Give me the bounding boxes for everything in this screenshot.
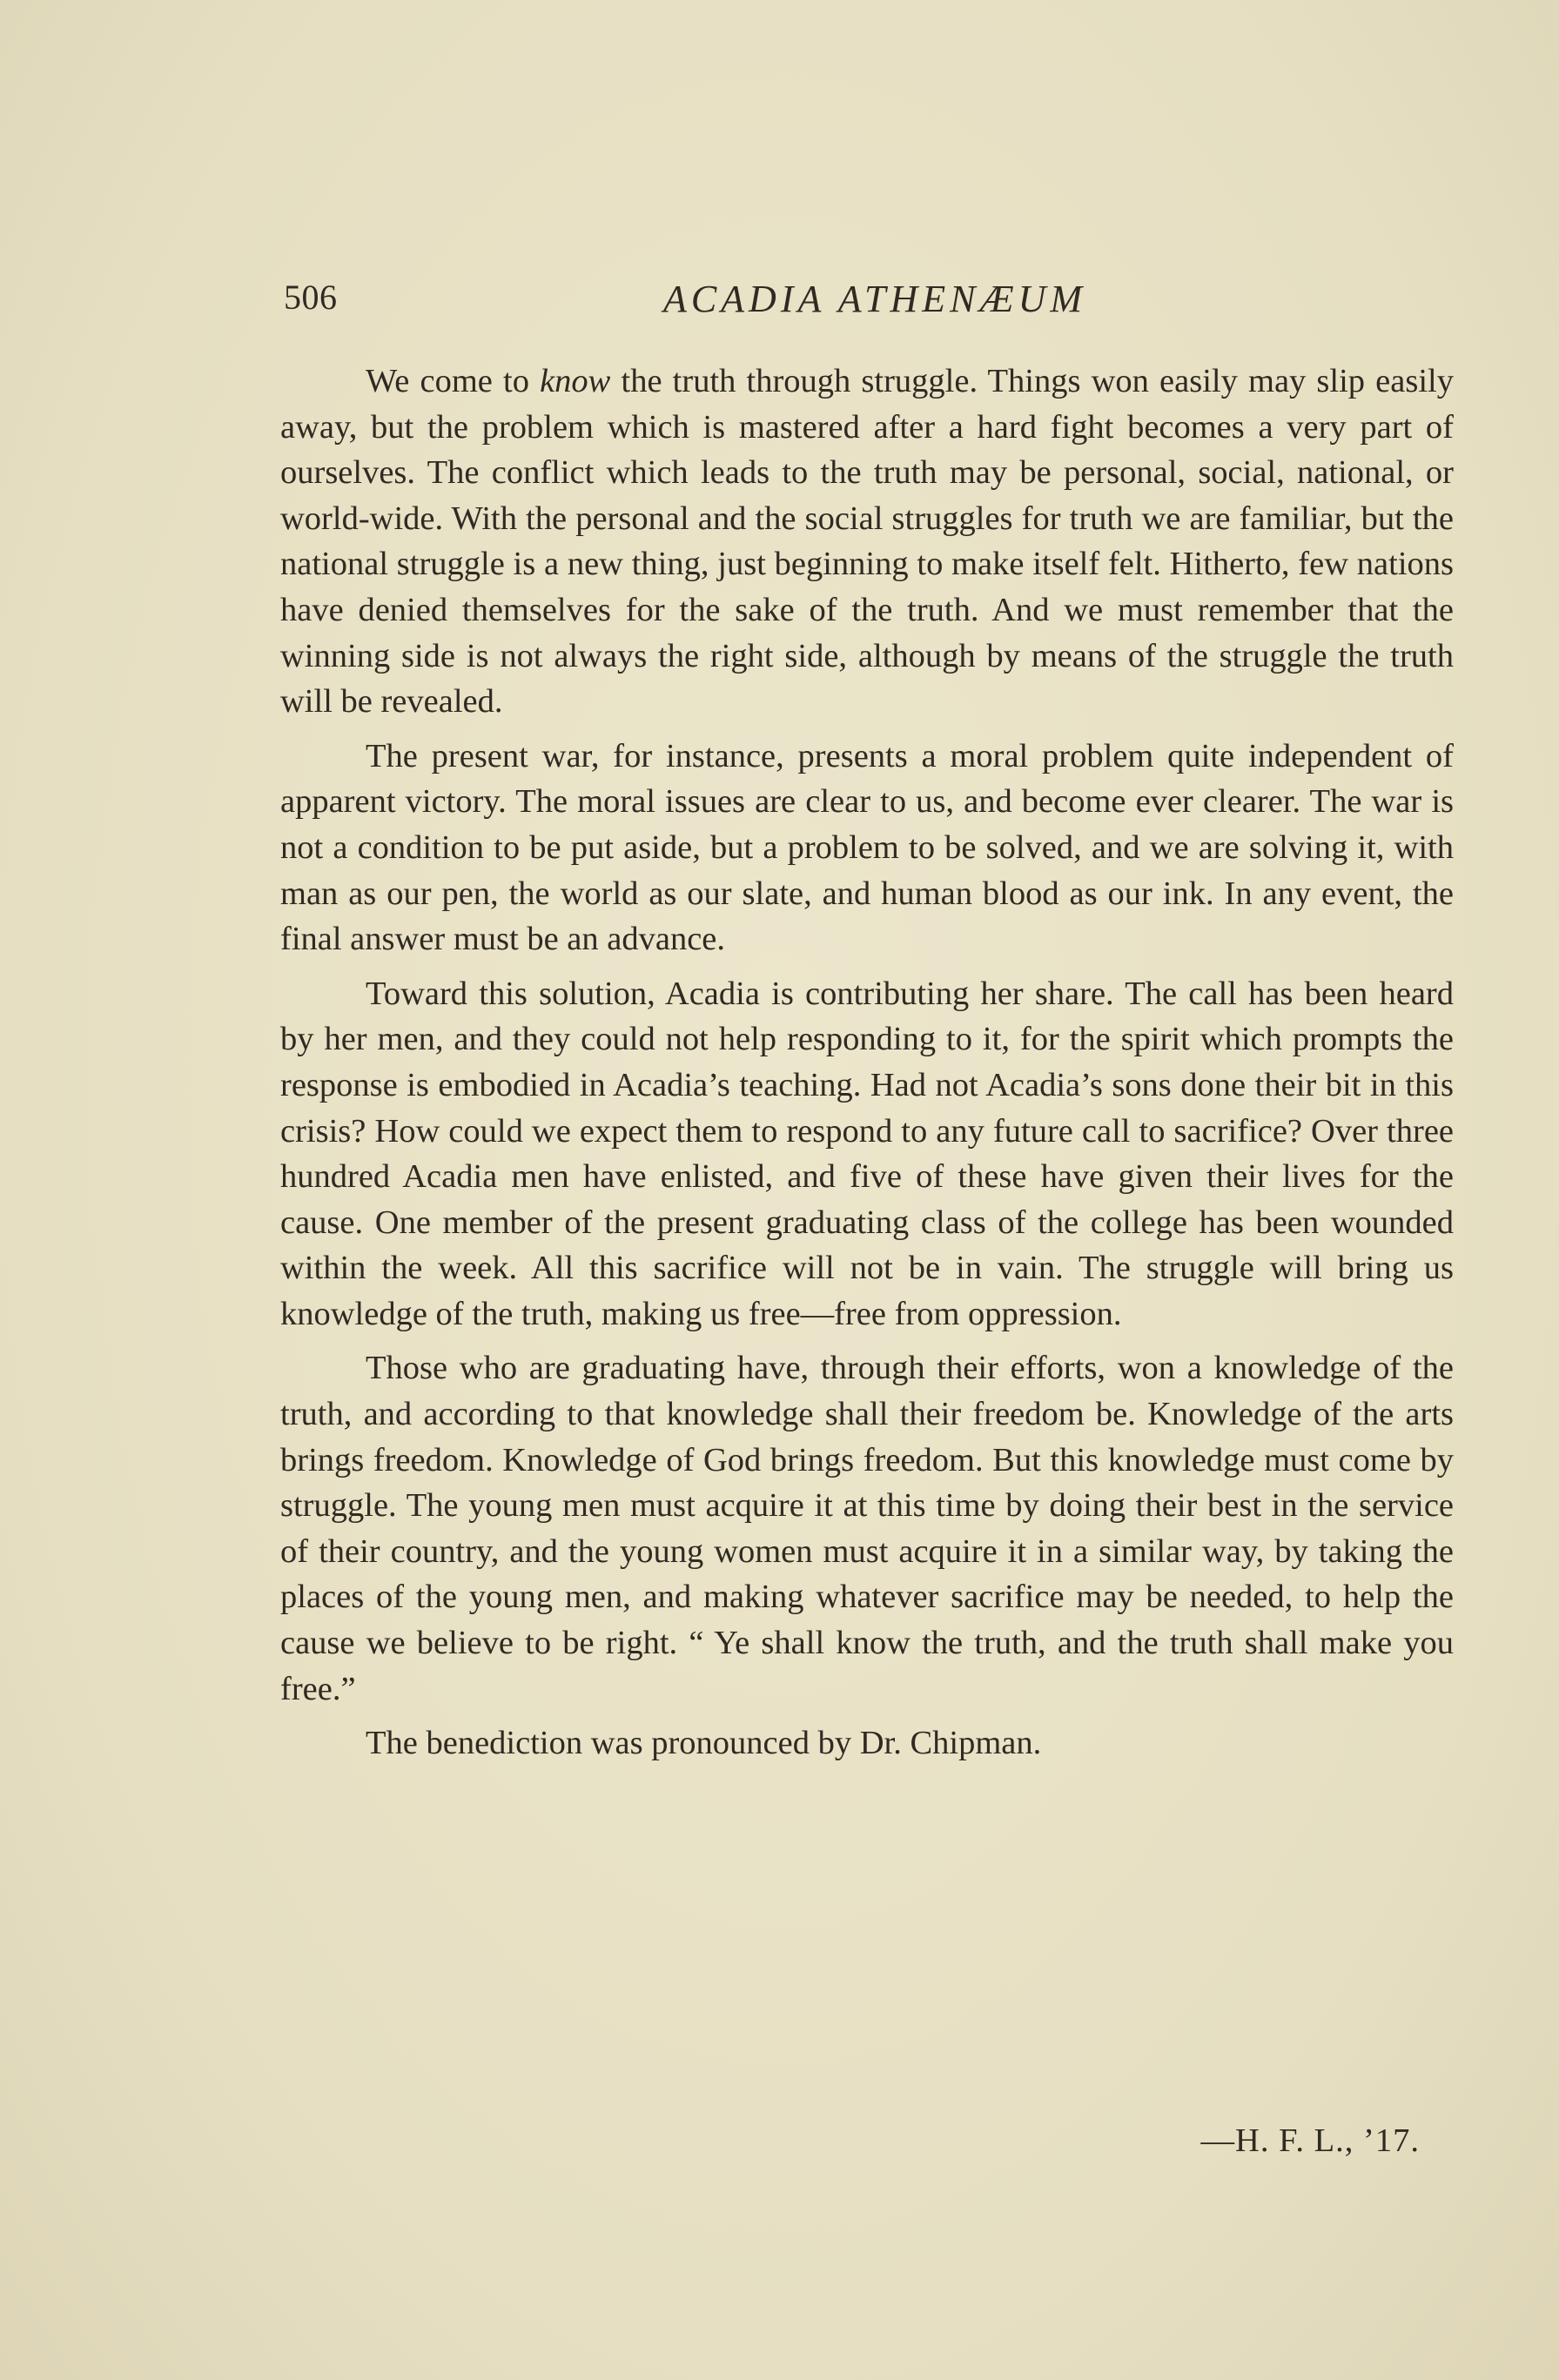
author-signature: —H. F. L., ’17. [1200,2122,1420,2159]
page-number: 506 [284,278,338,317]
paragraph-1 [280,359,1454,725]
paragraph-1-rest: the truth through struggle. Things won easily may slip easily away, but the problem which is mastered after a hard fight becomes a very part of ourselves. The conflict which leads to the truth may be personal, social, national, or world-wide. With the personal and the social struggles for truth we are familiar, but the national struggle is a new thing, just beginning to make itself felt. Hitherto, few nations have denied themselves for the sake of the truth. And we must remember that the winning side is not always the right side, although by means of the struggle the truth will be revealed. [280,363,1454,721]
paragraph-3: Toward this solution, Acadia is contributing her share. The call has been heard by her men, and they could not help responding to it, for the spirit which prompts the response is embodied in Acadia’s teaching. Had not Acadia’s sons done their bit in this crisis? How could we expect them to respond to any future call to sacrifice? Over three hundred Acadia men have enlisted, and five of these have given their lives for the cause. One member of the present graduating class of the college has been wounded within the week. All this sacrifice will not be in vain. The struggle will bring us knowledge of the truth, making us free—free from oppression. [280,975,1454,1332]
paragraph-4: Those who are graduating have, through their efforts, won a knowledge of the truth, and according to that knowledge shall their freedom be. Knowledge of the arts brings freedom. Knowledge of God brings freedom. But this knowledge must come by struggle. The young men must acquire it at this time by doing their best in the service of their country, and the young women must acquire it in a similar way, by taking the places of the young men, and making whatever sacrifice may be needed, to help the cause we believe to be right. “ Ye shall know the truth, and the truth shall make you free.” [280,1350,1454,1707]
article-body [280,359,1454,1767]
paragraph-5: The benediction was pronounced by Dr. Chipman. [366,1725,1042,1762]
paragraph-2: The present war, for instance, presents a moral problem quite independent of apparent victory. The moral issues are clear to us, and become ever clearer. The war is not a condition to be put aside, but a problem to be solved, and we are solving it, with man as our pen, the world as our slate, and human blood as our ink. In any event, the final answer must be an advance. [280,737,1454,958]
paragraph-1-lead: We come to [366,363,541,399]
page-header [284,277,1466,329]
running-head: ACADIA ATHENÆUM [662,278,1087,320]
emphasis-know: know [540,363,611,399]
